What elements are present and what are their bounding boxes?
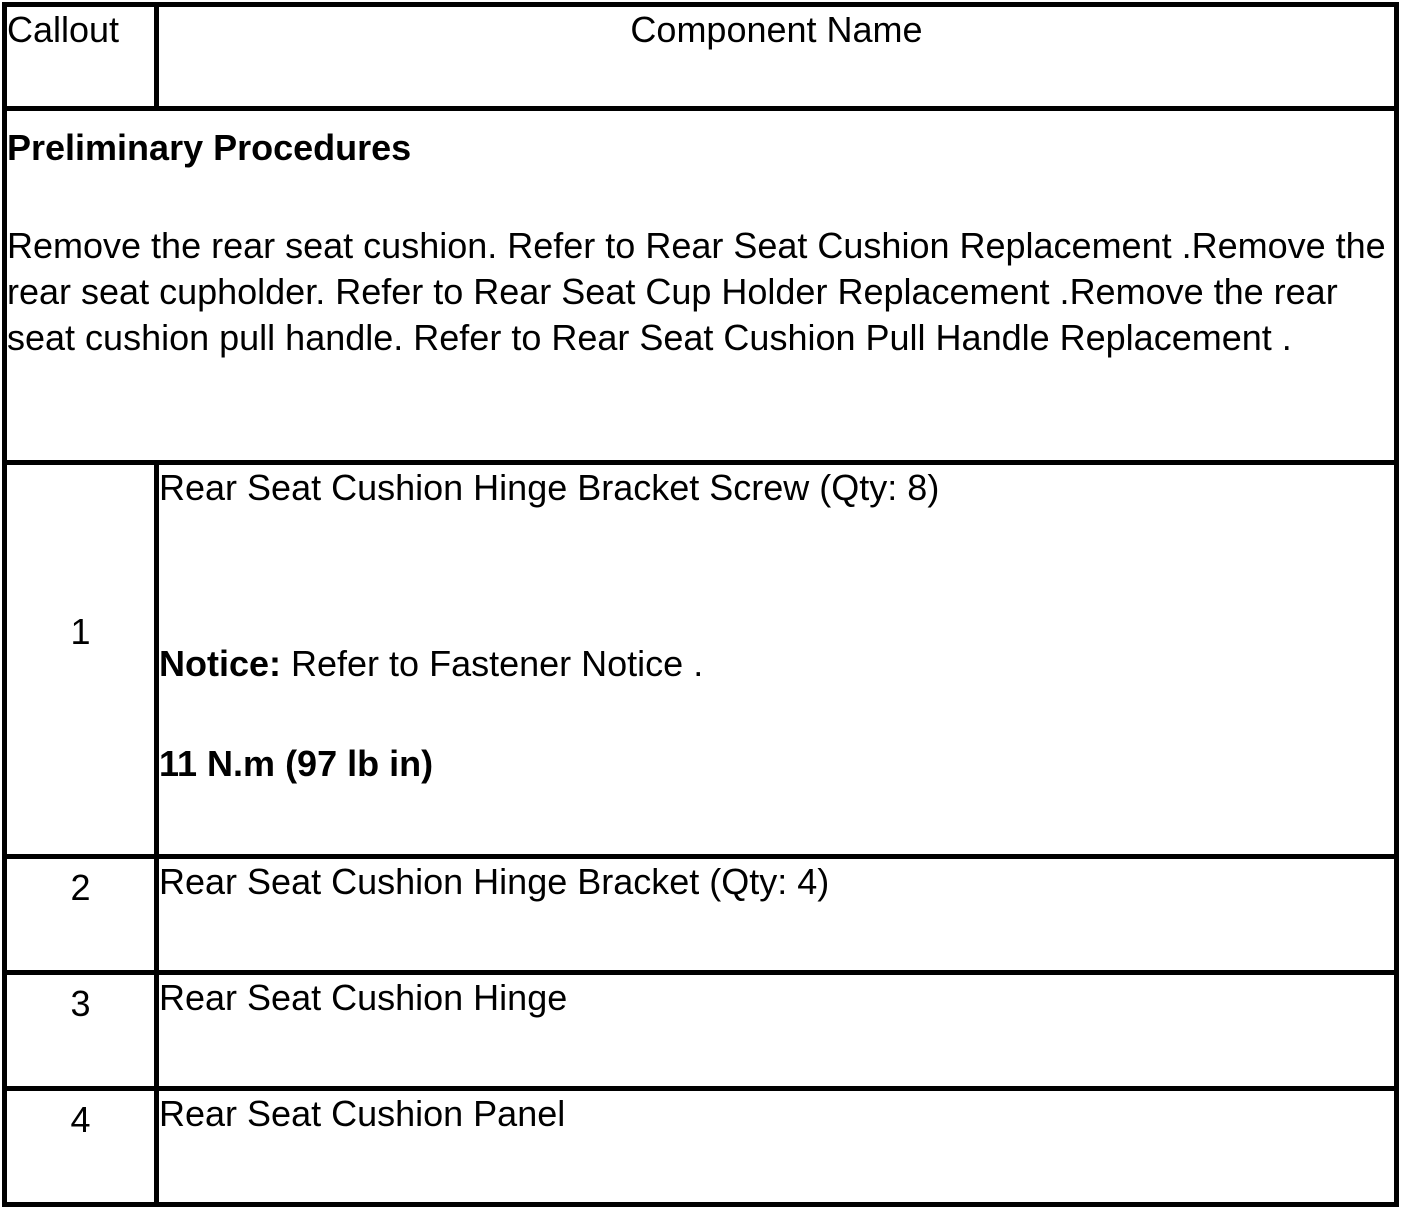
table-row	[5, 973, 1397, 1089]
torque-spec: 11 N.m (97 lb in)	[159, 743, 434, 784]
notice-label: Notice:	[159, 643, 282, 684]
callout-cell	[5, 973, 157, 1089]
component-name-header: Component Name	[157, 5, 1397, 109]
callout-cell	[5, 857, 157, 973]
table-row	[5, 463, 1397, 857]
preliminary-text: Remove the rear seat cushion. Refer to Rear Seat Cushion Replacement .Remove the rear seat cupholder. Refer to Rear Seat Cup Holder Replacement .Remove the rear seat cushion pull handle. Refer to Rear Seat Cushion Pull Handle Replacement .	[7, 225, 1386, 358]
callout-number: 3	[70, 983, 91, 1024]
component-name: Rear Seat Cushion Panel	[159, 1093, 566, 1134]
component-cell	[157, 973, 1397, 1089]
callout-cell	[5, 463, 157, 857]
component-cell	[157, 1089, 1397, 1205]
preliminary-title: Preliminary Procedures	[7, 127, 412, 168]
table-row	[5, 1089, 1397, 1205]
table-header-row	[5, 5, 1397, 109]
component-table	[2, 2, 1399, 1207]
component-name: Rear Seat Cushion Hinge	[159, 977, 568, 1018]
table-row	[5, 857, 1397, 973]
component-name: Rear Seat Cushion Hinge Bracket Screw (Qty: 8)	[159, 467, 940, 508]
preliminary-cell	[5, 109, 1397, 463]
callout-number: 2	[70, 867, 91, 908]
callout-header: Callout	[5, 5, 157, 109]
notice-line	[159, 641, 1394, 687]
component-cell	[157, 857, 1397, 973]
notice-text: Refer to Fastener Notice .	[281, 643, 704, 684]
callout-number: 4	[70, 1099, 91, 1140]
callout-cell	[5, 1089, 157, 1205]
component-cell	[157, 463, 1397, 857]
component-name: Rear Seat Cushion Hinge Bracket (Qty: 4)	[159, 861, 830, 902]
preliminary-row	[5, 109, 1397, 463]
callout-number: 1	[70, 610, 91, 652]
